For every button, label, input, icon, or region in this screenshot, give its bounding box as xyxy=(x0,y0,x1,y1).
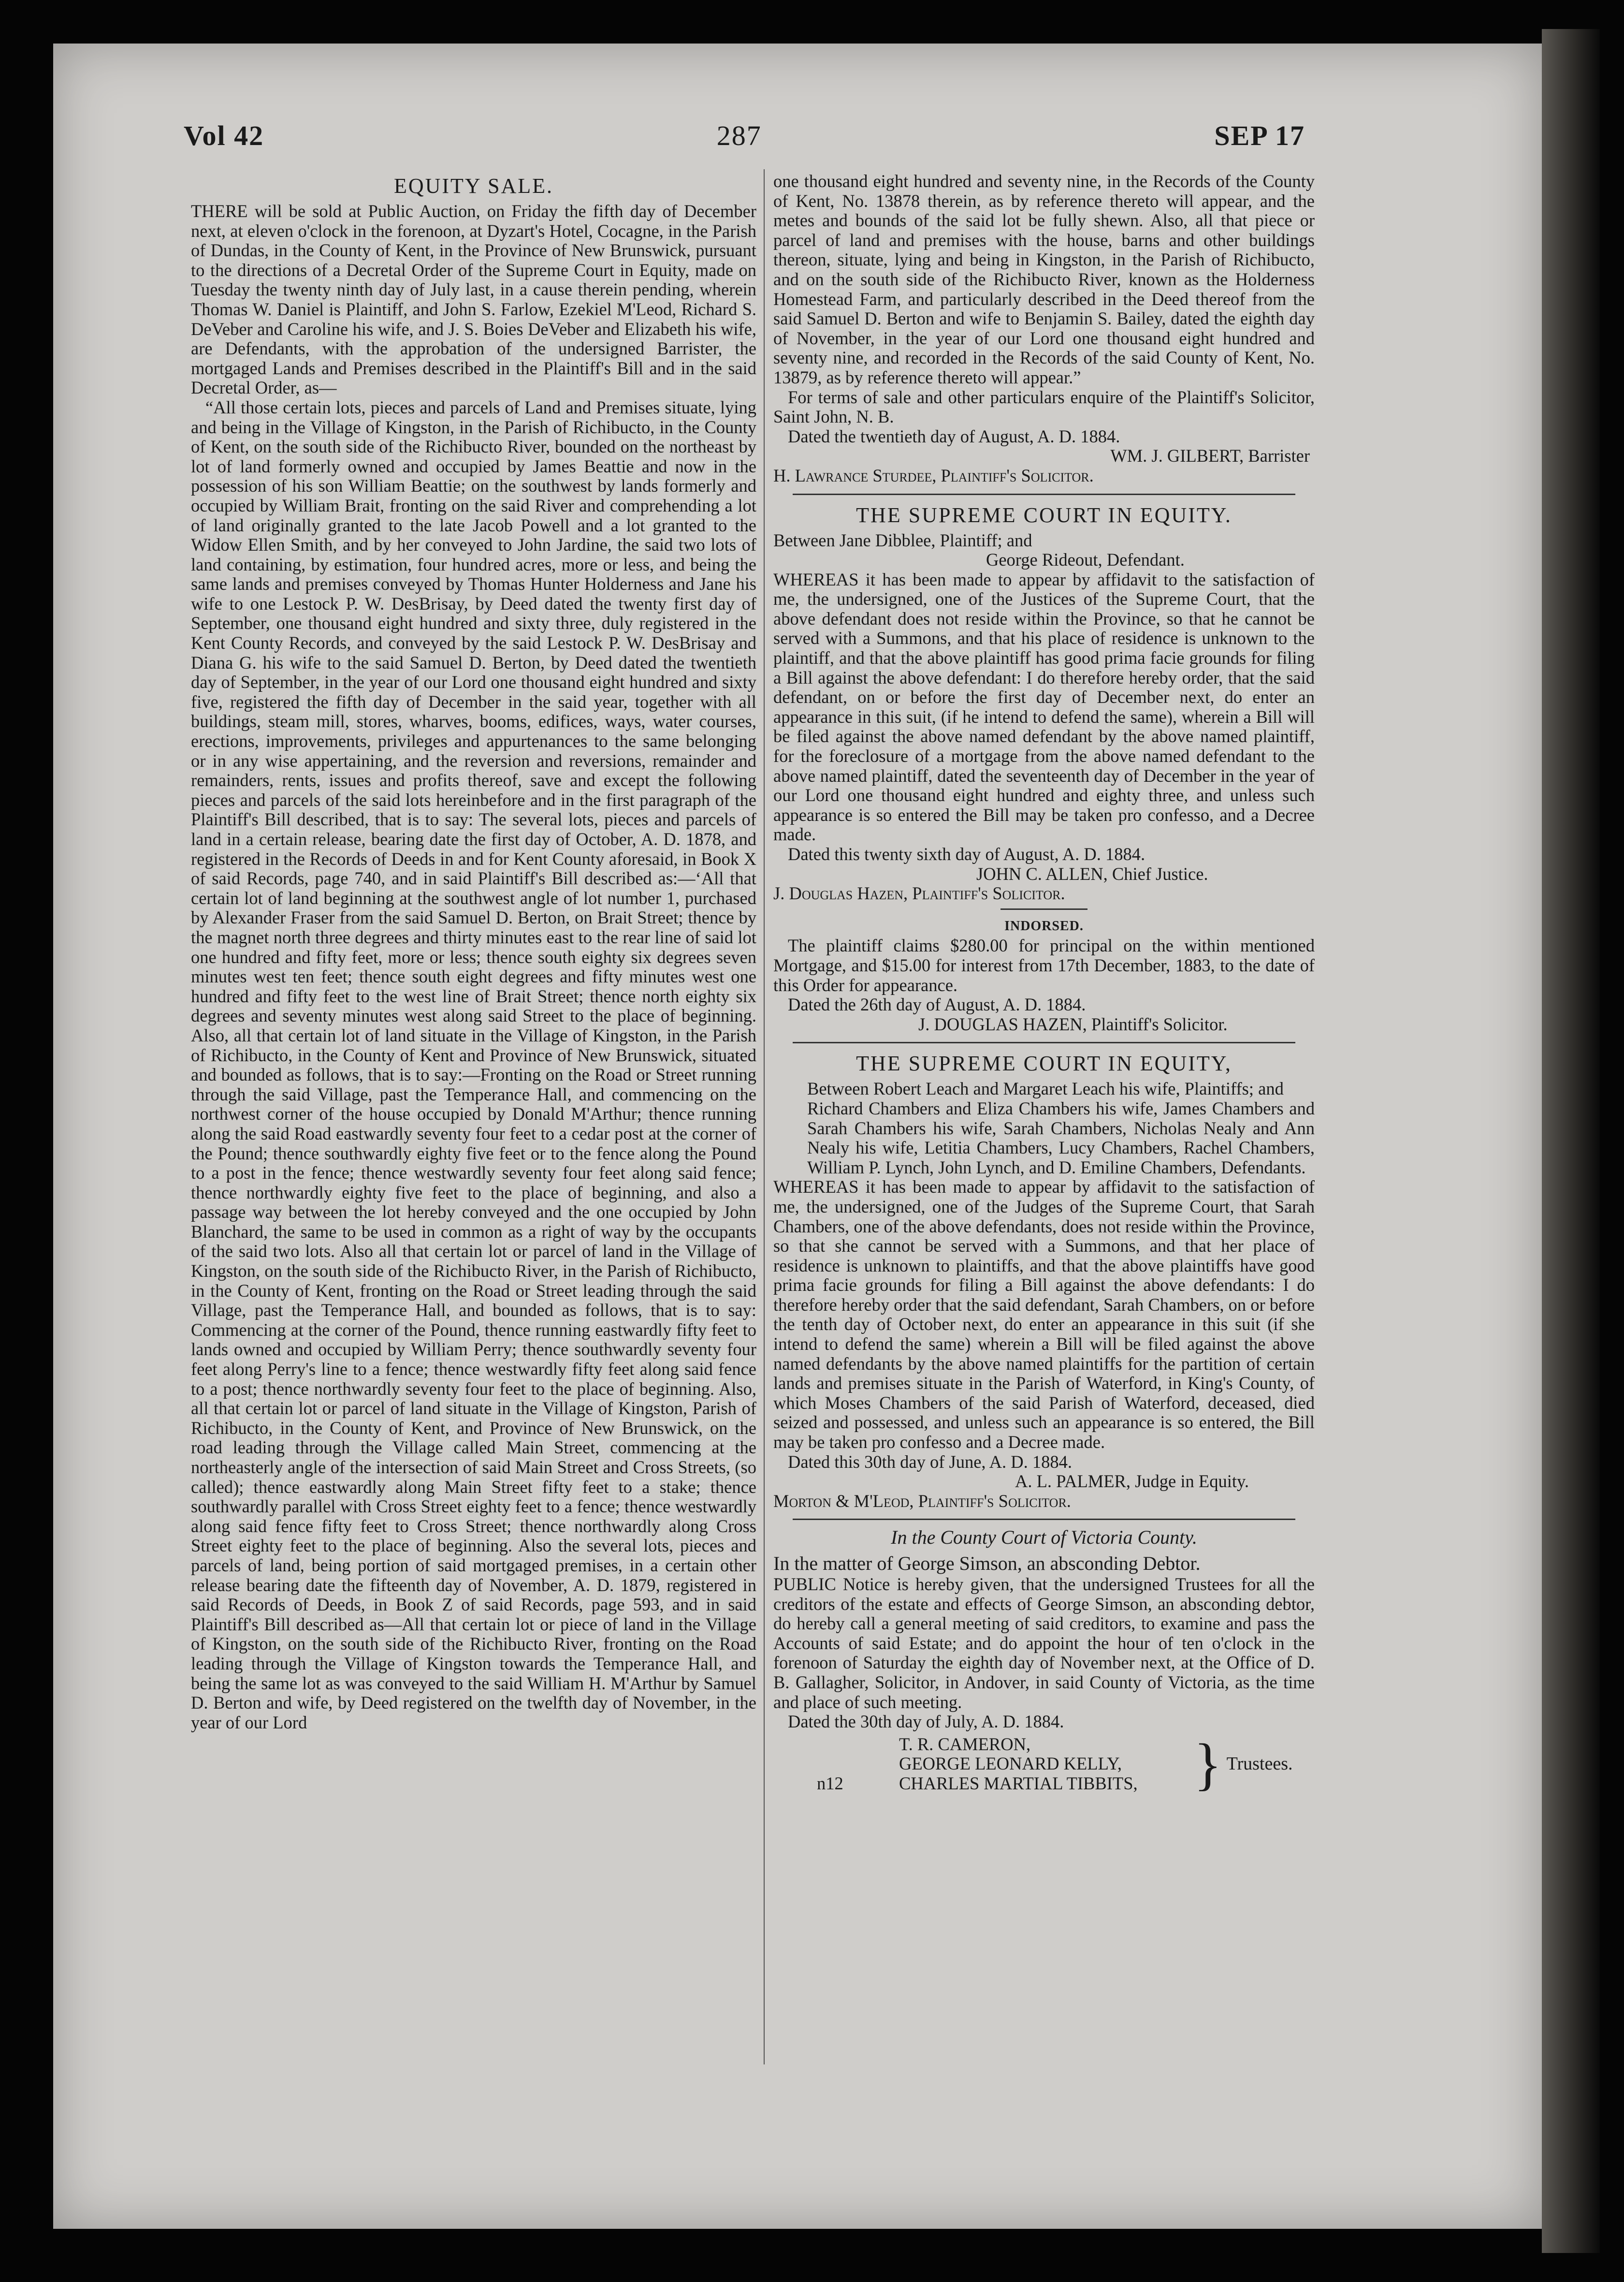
equity-sale-solicitor: H. Lawrance Sturdee, Plaintiff's Solicitor. xyxy=(773,465,1094,485)
dibblee-between-defendant: George Rideout, Defendant. xyxy=(986,550,1185,570)
simson-matter: In the matter of George Simson, an absconding Debtor. xyxy=(773,1552,1201,1574)
trustees-block xyxy=(773,1731,1315,1796)
trustee-names xyxy=(899,1735,1189,1794)
page-header xyxy=(184,109,1305,162)
dibblee-notice-title: THE SUPREME COURT IN EQUITY. xyxy=(856,503,1232,527)
issue-date: SEP 17 xyxy=(1214,119,1305,151)
indorsed-body: The plaintiff claims $280.00 for principal on the within mentioned Mortgage, and $15.00 for interest from 17th December, 1883, to the date of this Order for appearance. xyxy=(773,936,1315,995)
leach-between-plaintiffs: Between Robert Leach and Margaret Leach his wife, Plaintiffs; and xyxy=(807,1079,1284,1099)
equity-sale-title: EQUITY SALE. xyxy=(393,174,554,198)
equity-sale-dated: Dated the twentieth day of August, A. D. 1884. xyxy=(788,426,1120,446)
volume-label: Vol 42 xyxy=(184,119,264,151)
left-column xyxy=(191,172,756,2081)
dibblee-between-plaintiff: Between Jane Dibblee, Plaintiff; and xyxy=(773,530,1032,550)
leach-defendants: Richard Chambers and Eliza Chambers his wife, James Chambers and Sarah Chambers his wife, Sarah Chambers, Nicholas Nealy and Ann Nealy his wife, Letitia Chambers, Lucy Chambers, Rachel Chambers, William P. Lynch, John Lynch, and D. Emiline Chambers, Defendants. xyxy=(807,1098,1315,1177)
trustee-name: GEORGE LEONARD KELLY, xyxy=(899,1754,1122,1774)
leach-notice-title: THE SUPREME COURT IN EQUITY, xyxy=(856,1052,1232,1076)
indorsed-rule xyxy=(1000,908,1088,910)
indorsed-signer: J. DOUGLAS HAZEN, Plaintiff's Solicitor. xyxy=(918,1014,1228,1034)
section-rule xyxy=(793,1042,1295,1043)
equity-sale-signer: WM. J. GILBERT, Barrister xyxy=(1110,446,1310,466)
simson-notice-body: PUBLIC Notice is hereby given, that the undersigned Trustees for all the creditors of the estate and effects of George Simson, an absconding debtor, do hereby call a general meeting of said creditors, to examine and pass the Accounts of said Estate; and do appoint the hour of ten o'clock in the forenoon of Saturday the eighth day of November next, at the Office of D. B. Gallagher, Solicitor, in Andover, in said County of Victoria, as the time and place of such meeting. xyxy=(773,1574,1315,1712)
trustee-name: CHARLES MARTIAL TIBBITS, xyxy=(899,1773,1138,1793)
dibblee-notice-dated: Dated this twenty sixth day of August, A. D. 1884. xyxy=(788,844,1146,864)
column-divider xyxy=(764,169,765,2064)
section-rule xyxy=(793,494,1295,495)
leach-notice-dated: Dated this 30th day of June, A. D. 1884. xyxy=(788,1451,1072,1472)
dibblee-notice-body: WHEREAS it has been made to appear by affidavit to the satisfaction of me, the undersigned, one of the Justices of the Supreme Court, that the above defendant does not reside within the Province, so that he cannot be served with a Summons, and that his place of residence is unknown to the plaintiff, and that the above plaintiff has good prima facie grounds for filing a Bill against the above defendant: I do therefore hereby order, that the said defendant, on or before the first day of December next, do enter an appearance in this suit, (if he intend to defend the same), wherein a Bill will be filed against the above named defendant by the above named plaintiff, for the foreclosure of a mortgage from the above named defendant to the above named plaintiff, dated the seventeenth day of December in the year of our Lord one thousand eight hundred and eighty three, and unless such appearance is so entered the Bill may be taken pro confesso, and a Decree made. xyxy=(773,569,1315,845)
dibblee-notice-signer: JOHN C. ALLEN, Chief Justice. xyxy=(976,863,1208,884)
right-column xyxy=(773,172,1315,2081)
leach-notice-signer: A. L. PALMER, Judge in Equity. xyxy=(1015,1471,1249,1492)
dibblee-notice-solicitor: J. Douglas Hazen, Plaintiff's Solicitor. xyxy=(773,883,1065,904)
page-number: 287 xyxy=(716,119,762,151)
simson-notice-dated: Dated the 30th day of July, A. D. 1884. xyxy=(788,1712,1064,1732)
leach-notice-body: WHEREAS it has been made to appear by affidavit to the satisfaction of me, the undersigned, one of the Judges of the Supreme Court, that Sarah Chambers, one of the above defendants, does not reside within the Province, so that she cannot be served with a Summons, and that her place of residence is unknown to plaintiffs, and that the above plaintiffs have good prima facie grounds for filing a Bill against the above defendants: I do therefore hereby order that the said defendant, Sarah Chambers, on or before the tenth day of October next, do enter an appearance in this suit (if she intend to defend the same) wherein a Bill will be filed against the above named defendants by the above named plaintiffs for the partition of certain lands and premises situate in the Parish of Waterford, in King's County, of which Moses Chambers of the said Parish of Waterford, deceased, died seized and possessed, and unless such an appearance is so entered, the Bill may be taken pro confesso and a Decree made. xyxy=(773,1177,1315,1452)
equity-sale-intro: THERE will be sold at Public Auction, on Friday the fifth day of December next, at eleven o'clock in the forenoon, at Dyzart's Hotel, Cocagne, in the Parish of Dundas, in the County of Kent, in the Province of New Brunswick, pursuant to the directions of a Decretal Order of the Supreme Court in Equity, made on Tuesday the twenty ninth day of July last, in a cause therein pending, wherein Thomas W. Daniel is Plaintiff, and John S. Farlow, Ezekiel M'Leod, Richard S. DeVeber and Caroline his wife, and J. S. Boies DeVeber and Elizabeth his wife, are Defendants, with the approbation of the undersigned Barrister, the mortgaged Lands and Premises described in the Plaintiff's Bill and in the said Decretal Order, as— xyxy=(191,201,756,398)
equity-sale-description: “All those certain lots, pieces and parcels of Land and Premises situate, lying and being in the Village of Kingston, in the Parish of Richibucto, in the County of Kent, on the south side of the Richibucto River, bounded on the northeast by lot of land formerly owned and occupied by James Beattie and now in the possession of his son William Beattie; on the southwest by lands formerly and occupied by William Brait, fronting on the said River and comprehending a lot of land originally granted to the late Jacob Powell and a lot granted to the Widow Ellen Smith, and by her conveyed to John Jardine, the said two lots of land containing, by estimation, four hundred acres, more or less, and being the same lands and premises conveyed by Thomas Hunter Holderness and Jane his wife to one Lestock P. W. DesBrisay, by Deed dated the twenty first day of September, one thousand eight hundred and sixty three, duly registered in the Kent County Records, and conveyed by the said Lestock P. W. DesBrisay and Diana G. his wife to the said Samuel D. Berton, by Deed dated the twentieth day of September, in the year of our Lord one thousand eight hundred and sixty five, registered the fifth day of December in the said year, together with all buildings, steam mill, stores, wharves, booms, edifices, ways, water courses, erections, improvements, privileges and appurtenances to the same belonging or in any wise appertaining, and the reversion and reversions, remainder and remainders, rents, issues and profits thereof, save and except the following pieces and parcels of the said lots hereinbefore and in the first paragraph of the Plaintiff's Bill described, that is to say: The several lots, pieces and parcels of land in a certain release, bearing date the first day of October, A. D. 1878, and registered in the Records of Deeds in and for Kent County aforesaid, in Book X of said Records, page 740, and in said Plaintiff's Bill described as:—‘All that certain lot of land beginning at the southwest angle of lot number 1, purchased by Alexander Fraser from the said Samuel D. Berton, on Brait Street; thence by the magnet north three degrees and thirty minutes east to the rear line of said lot one hundred and fifty feet, more or less; thence south eighty six degrees seven minutes west ten feet; thence south eight degrees and fifty minutes west one hundred and fifty feet to the west line of Brait Street; thence north eighty six degrees and seventy minutes west along said Street to the place of beginning. Also, all that certain lot of land situate in the Village of Kingston, in the Parish of Richibucto, in the County of Kent and Province of New Brunswick, situated and bounded as follows, that is to say:—Fronting on the Road or Street running through the said Village, past the Temperance Hall, and commencing on the northwest corner of the house occupied by Donald M'Arthur; thence running along the said Road eastwardly seventy four feet to a cedar post at the corner of the Pound; thence southwardly eighty five feet or to the fence along the Pound to a post in the fence; thence westwardly seventy four feet along said fence; thence northwardly eighty five feet to the place of beginning, and also a passage way between the lot hereby conveyed and the one occupied by John Blanchard, the same to be used in common as a right of way by the occupants of the said two lots. Also all that certain lot or parcel of land in the Village of Kingston, on the south side of the Richibucto River, in the Parish of Richibucto, in the County of Kent, fronting on the Road or Street leading through the said Village, past the Temperance Hall, and bounded as follows, that is to say: Commencing at the corner of the Pound, thence running eastwardly fifty feet to lands owned and occupied by William Perry; thence southwardly seventy four feet along Perry's line to a fence; thence westwardly fifty feet along said fence to a post; thence northwardly seventy four feet to the place of beginning. Also, all that certain lot or parcel of land situate in the Village of Kingston, Parish of Richibucto, in the County of Kent, and Province of New Brunswick, on the road leading through the Village called Main Street, commencing at the northeasterly angle of the intersection of said Main Street and Cross Streets, (so called); thence eastwardly along Main Street fifty feet to a stake; thence southwardly parallel with Cross Street eighty feet to a fence; thence westwardly along said fence fifty feet to Cross Street; thence northwardly along Cross Street eighty feet to the place of beginning. Also the several lots, pieces and parcels of land, being portion of said mortgaged premises, in a certain other release bearing date the fifteenth day of November, A. D. 1879, registered in said Records of Deeds, in Book Z of said Records, page 593, and in said Plaintiff's Bill described as—All that certain lot or piece of land in the Village of Kingston, on the south side of the Richibucto River, fronting on the Road leading through the Village of Kingston towards the Temperance Hall, and being the same lot as was conveyed to the said William H. M'Arthur by Samuel D. Berton and wife, by Deed registered on the twelfth day of November, in the year of our Lord xyxy=(191,397,756,1732)
binding-edge xyxy=(1542,29,1600,2253)
county-court-heading: In the County Court of Victoria County. xyxy=(891,1526,1197,1549)
trustee-name: T. R. CAMERON, xyxy=(899,1734,1031,1754)
leach-notice-solicitor: Morton & M'Leod, Plaintiff's Solicitor. xyxy=(773,1491,1071,1511)
brace-glyph: } xyxy=(1194,1731,1222,1796)
indorsed-dated: Dated the 26th day of August, A. D. 1884. xyxy=(788,995,1086,1015)
ad-code: n12 xyxy=(817,1773,843,1793)
trustees-label: Trustees. xyxy=(1226,1754,1293,1774)
equity-sale-terms: For terms of sale and other particulars enquire of the Plaintiff's Solicitor, Saint John, N. B. xyxy=(773,387,1315,427)
indorsed-label: INDORSED. xyxy=(1004,918,1084,934)
section-rule xyxy=(793,1519,1295,1520)
equity-sale-continuation: one thousand eight hundred and seventy nine, in the Records of the County of Kent, No. 13878 therein, as by reference thereto will appear, and the metes and bounds of the said lot be fully shewn. Also, all that piece or parcel of land and premises with the house, barns and other buildings thereon, situate, lying and being in Kingston, in the Parish of Richibucto, and on the south side of the Richibucto River, known as the Holderness Homestead Farm, and particularly described in the Deed thereof from the said Samuel D. Berton and wife to Benjamin S. Bailey, dated the eighth day of November, in the year of our Lord one thousand eight hundred and seventy nine, and recorded in the Records of the said County of Kent, No. 13879, as by reference thereto will appear.” xyxy=(773,172,1315,387)
